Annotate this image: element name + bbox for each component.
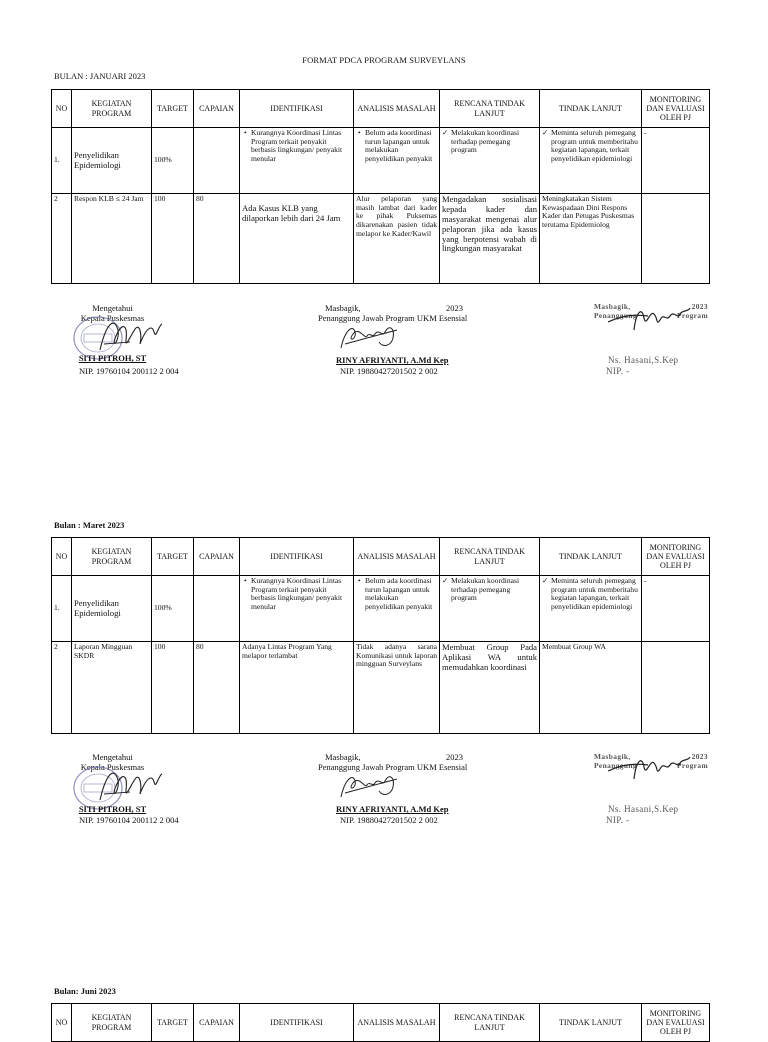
month-label: BULAN : JANUARI 2023 [54,71,146,81]
sig-right-role-b: Program [677,311,708,320]
sig-right-name: Ns. Hasani,S.Kep [608,355,679,365]
cell-target: 100% [152,128,194,194]
sig-right-nip: NIP. - [606,366,630,376]
cell-monitoring: - [642,576,710,642]
header-identifikasi: IDENTIFIKASI [240,538,354,576]
cell-rencana [440,576,540,642]
header-target: TARGET [152,1004,194,1042]
month-label: Bulan : Maret 2023 [54,520,125,530]
document-title: FORMAT PDCA PROGRAM SURVEYLANS [302,55,466,65]
cell-tindak: Meningkatakan Sistem Kewaspadaan Dini Respons Kader dan Petugas Puskesmas terutama Epidemiolog [540,194,642,284]
header-monitoring: MONITORING DAN EVALUASI OLEH PJ [642,90,710,128]
header-monitoring: MONITORING DAN EVALUASI OLEH PJ [642,1004,710,1042]
cell-text: Ada Kasus KLB yang dilaporkan lebih dari 24 Jam [242,203,341,223]
header-kegiatan: KEGIATAN PROGRAM [72,538,152,576]
cell-analisis [354,128,440,194]
header-capaian: CAPAIAN [194,90,240,128]
header-tindak: TINDAK LANJUT [540,90,642,128]
table-header-row [52,90,710,128]
header-no: NO [52,1004,72,1042]
cell-no: 2 [52,642,72,734]
header-no: NO [52,90,72,128]
cell-kegiatan: Penyelidikan Epidemiologi [72,576,152,642]
cell-identifikasi: Adanya Lintas Program Yang melapor terlambat [240,642,354,734]
table-row [52,642,710,734]
sig-left-line2: Kepala Puskesmas [80,762,145,772]
header-rencana: RENCANA TINDAK LANJUT [440,90,540,128]
sig-left-line2: Kepala Puskesmas [80,313,145,323]
sig-right-year: 2023 [691,752,708,761]
sig-mid-place: Masbagik, [325,303,361,313]
cell-kegiatan: Respon KLB ≤ 24 Jam [72,194,152,284]
bullet-text: • Kurangnya Koordinasi Lintas Program terkait penyakit berbasis lingkungan/ penyakit menular [251,129,351,164]
bullet-text: • Kurangnya Koordinasi Lintas Program terkait penyakit berbasis lingkungan/ penyakit menular [251,577,351,612]
cell-no: 1. [52,576,72,642]
sig-mid-nip: NIP. 19880427201502 2 002 [340,815,438,825]
pdca-table [51,1003,710,1042]
header-analisis: ANALISIS MASALAH [354,538,440,576]
header-kegiatan: KEGIATAN PROGRAM [72,1004,152,1042]
bullet-text: • Belum ada koordinasi turun lapangan untuk melakukan penyelidikan penyakit [365,577,437,612]
sig-right-year: 2023 [691,302,708,311]
sig-mid-place: Masbagik, [325,752,361,762]
sig-mid-year: 2023 [446,752,463,762]
cell-no: 2 [52,194,72,284]
cell-rencana: Mengadakan sosialisasi kepada kader dan masyarakat mengenai alur pelaporan jika ada kasus yang berpotensi wabah di lingkungan masyarakat [440,194,540,284]
sig-right-role-a: Penanggung [594,761,638,770]
table-header-row [52,538,710,576]
check-text: ✓ Meminta seluruh pemegang program untuk memberitahu kegiatan lapangan, terkait penyelidikan epidemiologi [551,129,639,164]
check-text: ✓ Meminta seluruh pemegang program untuk memberitahu kegiatan lapangan, terkait penyelidikan epidemiologi [551,577,639,612]
cell-analisis: Tidak adanya sarana Komunikasi untuk laporan mingguan Surveylans [354,642,440,734]
table-header-row [52,1004,710,1042]
table-row [52,194,710,284]
signature-image [335,320,405,352]
cell-capaian: 80 [194,194,240,284]
cell-capaian [194,128,240,194]
signature-image [335,769,405,801]
header-rencana: RENCANA TINDAK LANJUT [440,1004,540,1042]
sig-right-name: Ns. Hasani,S.Kep [608,804,679,814]
cell-tindak: Membuat Group WA [540,642,642,734]
sig-left-line1: Mengetahui [92,752,133,762]
sig-mid-role: Penanggung Jawab Program UKM Esensial [318,313,468,323]
header-tindak: TINDAK LANJUT [540,538,642,576]
cell-tindak [540,576,642,642]
header-capaian: CAPAIAN [194,538,240,576]
cell-target: 100 [152,194,194,284]
sig-mid-year: 2023 [446,303,463,313]
sig-right-role-b: Program [677,761,708,770]
header-target: TARGET [152,90,194,128]
month-label: Bulan: Juni 2023 [54,986,116,996]
signature-image [604,753,700,783]
sig-mid-nip: NIP. 19880427201502 2 002 [340,366,438,376]
sig-right-nip: NIP. - [606,815,630,825]
header-monitoring: MONITORING DAN EVALUASI OLEH PJ [642,538,710,576]
cell-analisis [354,576,440,642]
header-target: TARGET [152,538,194,576]
header-capaian: CAPAIAN [194,1004,240,1042]
cell-rencana: Membuat Group Pada Aplikasi WA untuk memudahkan koordinasi [440,642,540,734]
sig-mid-role: Penanggung Jawab Program UKM Esensial [318,762,468,772]
header-tindak: TINDAK LANJUT [540,1004,642,1042]
cell-identifikasi [240,128,354,194]
cell-rencana [440,128,540,194]
cell-target: 100% [152,576,194,642]
header-rencana: RENCANA TINDAK LANJUT [440,538,540,576]
sig-right-role-a: Penanggung [594,311,638,320]
cell-analisis: Alur pelaporan yang masih lambat dari kader ke pihak Puksemas dikarenakan pasien tidak melapor ke Kader/Kawil [354,194,440,284]
header-analisis: ANALISIS MASALAH [354,1004,440,1042]
sig-left-line1: Mengetahui [92,303,133,313]
cell-identifikasi [240,576,354,642]
header-no: NO [52,538,72,576]
cell-monitoring [642,642,710,734]
pdca-table [51,89,710,284]
cell-monitoring: - [642,128,710,194]
cell-kegiatan: Penyelidikan Epidemiologi [72,128,152,194]
pdca-table [51,537,710,734]
table-row [52,576,710,642]
cell-kegiatan: Laporan Mingguan SKDR [72,642,152,734]
sig-right-place: Masbagik, [594,752,631,761]
cell-target: 100 [152,642,194,734]
signature-image [604,304,700,334]
header-analisis: ANALISIS MASALAH [354,90,440,128]
sig-mid-name: RINY AFRIYANTI, A.Md Kep [336,804,449,814]
sig-right-place: Masbagik, [594,302,631,311]
sig-left-name: SITI PITROH, ST [78,804,147,814]
cell-tindak [540,128,642,194]
cell-monitoring [642,194,710,284]
check-text: ✓ Melakukan koordinasi terhadap pemegang program [451,129,537,155]
table-row [52,128,710,194]
header-identifikasi: IDENTIFIKASI [240,90,354,128]
check-text: ✓ Melakukan koordinasi terhadap pemegang program [451,577,537,603]
cell-identifikasi [240,194,354,284]
sig-left-nip: NIP. 19760104 200112 2 004 [79,815,179,825]
sig-left-name: SITI PITROH, ST [78,353,147,363]
cell-capaian: 80 [194,642,240,734]
header-identifikasi: IDENTIFIKASI [240,1004,354,1042]
header-kegiatan: KEGIATAN PROGRAM [72,90,152,128]
cell-capaian [194,576,240,642]
sig-mid-name: RINY AFRIYANTI, A.Md Kep [336,355,449,365]
cell-no: 1. [52,128,72,194]
bullet-text: • Belum ada koordinasi turun lapangan untuk melakukan penyelidikan penyakit [365,129,437,164]
sig-left-nip: NIP. 19760104 200112 2 004 [79,366,179,376]
